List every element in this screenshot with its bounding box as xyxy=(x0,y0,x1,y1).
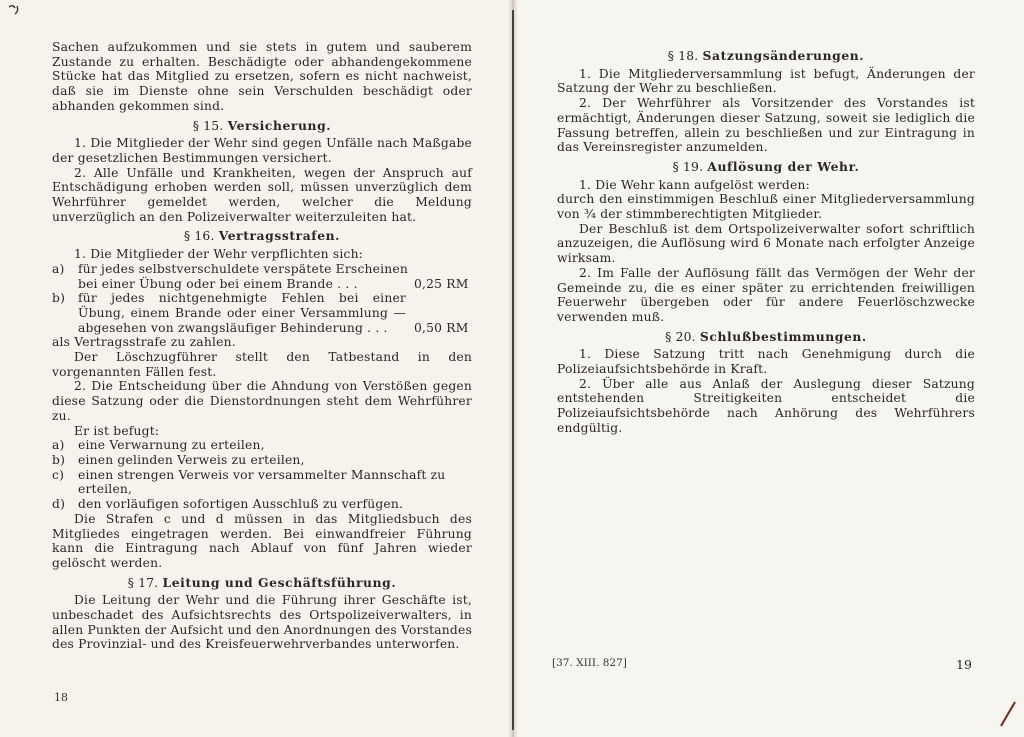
section-16-para-2: 2. Die Entscheidung über die Ahndung von Verstößen gegen diese Satzung oder die Dienstordnungen steht dem Wehrführer zu. xyxy=(52,379,472,423)
sanction-item xyxy=(52,497,472,512)
sanction-item-text: eine Verwarnung zu erteilen, xyxy=(78,438,265,453)
section-15-heading xyxy=(52,119,472,134)
penalty-item-a-amount: 0,25 RM xyxy=(414,276,469,291)
section-16-strafen-para: Die Strafen c und d müssen in das Mitgliedsbuch des Mitgliedes eingetragen werden. Bei einwandfreier Führung kann die Eintragung nach Ablauf von fünf Jahren wieder gelöscht werden. xyxy=(52,511,472,570)
penalty-item-a-text-cont: bei einer Übung oder bei einem Brande . . . xyxy=(78,276,358,291)
section-18-para-1: 1. Die Mitgliederversammlung ist befugt, Änderungen der Satzung der Wehr zu beschließen. xyxy=(557,66,975,96)
section-19-title: Auflösung der Wehr. xyxy=(707,158,860,174)
corner-mark-icon xyxy=(995,700,1019,734)
printer-mark: [37. XIII. 827] xyxy=(552,657,627,669)
section-17-number: § 17. xyxy=(127,575,159,590)
sanction-item-label: a) xyxy=(52,438,65,453)
sanction-item-text: den vorläufigen sofortigen Ausschluß zu verfügen. xyxy=(78,497,404,512)
section-20-para-2: 2. Über alle aus Anlaß der Auslegung dieser Satzung entstehenden Streitigkeiten entscheidet die Polizeiaufsichtsbehörde nach Anhörung des Wehrführers endgültig. xyxy=(557,376,975,435)
section-18-heading xyxy=(557,49,975,64)
sanction-item-label: c) xyxy=(52,467,65,482)
section-16-title: Vertragsstrafen. xyxy=(218,228,341,244)
sanction-item-label: d) xyxy=(52,497,66,512)
penalty-item-b xyxy=(52,291,472,335)
right-text-column xyxy=(557,44,975,436)
left-text-column xyxy=(52,40,472,652)
section-15-para-1: 1. Die Mitglieder der Wehr sind gegen Unfälle nach Maßgabe der gesetzlichen Bestimmungen versichert. xyxy=(52,136,472,165)
section-18-title: Satzungsänderungen. xyxy=(702,48,865,63)
sanction-item xyxy=(52,453,472,468)
sanction-item xyxy=(52,468,472,497)
penalty-item-b-text: für jedes nichtgenehmigte Fehlen bei einer Übung, einem Brande oder einer Versammlung — abgesehen von zwangsläufiger Behinderung . . . xyxy=(78,291,406,335)
section-19-heading xyxy=(557,160,975,175)
section-15-number: § 15. xyxy=(192,118,224,133)
penalty-item-a xyxy=(52,262,472,277)
right-page xyxy=(512,0,1024,737)
section-19-number: § 19. xyxy=(672,159,704,174)
penalty-item-a-label: a) xyxy=(52,261,65,276)
section-19-para-2: 2. Im Falle der Auflösung fällt das Vermögen der Wehr der Gemeinde zu, die es einer später zu errichtenden freiwilligen Feuerwehr übergeben oder für andere Feuerlöschzwecke verwenden muß. xyxy=(557,265,975,324)
section-16-number: § 16. xyxy=(183,229,215,244)
section-20-number: § 20. xyxy=(665,329,696,344)
section-19-beschluss-para: Der Beschluß ist dem Ortspolizeiverwalter sofort schriftlich anzuzeigen, die Auflösung wird 6 Monate nach erfolgter Anzeige wirksam. xyxy=(557,221,975,266)
sanction-item-text: einen strengen Verweis vor versammelter Mannschaft zu erteilen, xyxy=(78,467,446,497)
sanction-item xyxy=(52,438,472,453)
section-17-title: Leitung und Geschäftsführung. xyxy=(162,574,397,590)
section-17-para-1: Die Leitung der Wehr und die Führung ihrer Geschäfte ist, unbeschadet des Aufsichtsrechts des Ortspolizeiverwalters, in allen Punkten der Aufsicht und den Anordnungen des Vorstandes des Provinzial- und des Kreisfeuerwehrverbandes unterworfen. xyxy=(52,593,472,652)
section-16-loeschzug-para: Der Löschzugführer stellt den Tatbestand in den vorgenannten Fällen fest. xyxy=(52,350,472,379)
section-20-title: Schlußbestimmungen. xyxy=(699,328,867,344)
penalty-item-a-fee-row xyxy=(78,277,472,292)
sanction-item-label: b) xyxy=(52,452,66,467)
section-16-befugt: Er ist befugt: xyxy=(74,423,160,438)
section-19-para-1b: durch den einstimmigen Beschluß einer Mitgliederversammlung von ¾ der stimmberechtigten Mitglieder. xyxy=(557,192,975,222)
penalty-item-b-label: b) xyxy=(52,291,66,306)
penalty-item-b-amount: 0,50 RM xyxy=(414,320,469,335)
section-18-para-2: 2. Der Wehrführer als Vorsitzender des Vorstandes ist ermächtigt, Änderungen dieser Satzung, soweit sie lediglich die Fassung betreffen, allein zu beschließen und zur Eintragung in das Vereinsregister anzumelden. xyxy=(557,96,975,155)
section-15-title: Versicherung. xyxy=(227,117,332,133)
penalty-item-b-body xyxy=(78,291,472,335)
page-crease xyxy=(512,10,514,730)
section-20-heading xyxy=(557,330,975,345)
section-19-para-1a: 1. Die Wehr kann aufgelöst werden: xyxy=(579,177,810,192)
penalty-item-a-text: für jedes selbstverschuldete verspätete Erscheinen xyxy=(78,261,408,276)
section-15-para-2: 2. Alle Unfälle und Krankheiten, wegen der Anspruch auf Entschädigung erhoben werden soll, müssen unverzüglich dem Wehrführer gemeldet werden, welcher die Meldung unverzüglich an den Polizeiverwalter weiterzuleiten hat. xyxy=(52,165,472,224)
section-17-heading xyxy=(52,576,472,591)
section-16-para-1: 1. Die Mitglieder der Wehr verpflichten sich: xyxy=(74,247,364,262)
section-16-after-list: als Vertragsstrafe zu zahlen. xyxy=(52,335,236,350)
page-number-right: 19 xyxy=(956,657,972,672)
section-18-number: § 18. xyxy=(667,49,699,63)
section-20-para-1: 1. Diese Satzung tritt nach Genehmigung durch die Polizeiaufsichtsbehörde in Kraft. xyxy=(557,347,975,377)
intro-paragraph: Sachen aufzukommen und sie stets in gutem und sauberem Zustande zu erhalten. Beschädigte oder abhandengekommene Stücke hat das Mitglied zu ersetzen, sofern es nicht nachweist, daß sie im Dienste ohne sein Verschulden beschädigt oder abhanden gekommen sind. xyxy=(52,40,472,113)
pencil-mark-icon xyxy=(6,2,26,21)
page-number-left: 18 xyxy=(54,691,68,704)
sanction-item-text: einen gelinden Verweis zu erteilen, xyxy=(78,452,305,467)
section-16-heading xyxy=(52,229,472,244)
